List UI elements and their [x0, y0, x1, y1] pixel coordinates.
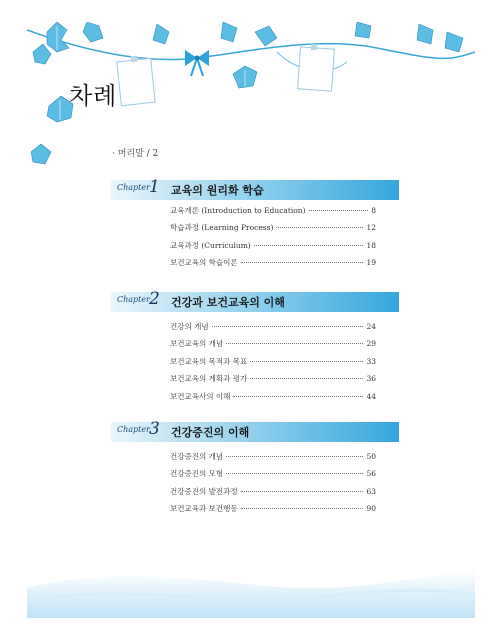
- dot-leader: [226, 473, 363, 474]
- photo-frame-icon: [117, 56, 155, 106]
- toc-entry[interactable]: [170, 205, 376, 222]
- toc-entry-label: 보건교육사의 이해: [170, 391, 231, 401]
- toc-entry-page: 63: [366, 486, 376, 496]
- dot-leader: [250, 361, 363, 362]
- dot-leader: [233, 396, 363, 397]
- toc-entry-page: 56: [366, 469, 376, 479]
- preface-entry: · 머리말 / 2: [112, 149, 159, 159]
- toc-entry[interactable]: [170, 468, 376, 485]
- toc-entry-label: 건강의 개념: [170, 322, 209, 331]
- chapter-script-label: Chapter: [117, 183, 150, 192]
- leaf-icon: [33, 44, 51, 64]
- toc-entry-page: 8: [371, 206, 376, 215]
- ribbon-bow-icon: [185, 50, 209, 76]
- toc-entry-label: 건강증진의 발전과정: [170, 486, 238, 496]
- chapter-number: 3: [149, 419, 160, 439]
- toc-entry[interactable]: [170, 451, 376, 468]
- toc-entry-page: 29: [366, 339, 376, 349]
- leaf-icon: [355, 22, 371, 38]
- leaf-icon: [445, 32, 463, 52]
- dot-leader: [212, 326, 364, 327]
- dot-leader: [226, 456, 363, 457]
- toc-entry-label: 학습과정 (Learning Process): [170, 223, 274, 233]
- toc-entry[interactable]: [170, 373, 376, 390]
- chapter-2-entries: [170, 321, 376, 408]
- chapter-1-entries: [170, 205, 376, 275]
- toc-entry-page: 24: [366, 322, 376, 331]
- page-title: 차례: [69, 82, 118, 110]
- toc-entry-page: 90: [366, 504, 376, 514]
- toc-entry-page: 44: [366, 391, 376, 401]
- toc-entry-label: 보건교육의 목적과 목표: [170, 356, 248, 366]
- chapter-script-label: Chapter: [117, 425, 150, 434]
- dot-leader: [241, 262, 364, 263]
- photo-frame-icon: [298, 44, 335, 91]
- dot-leader: [250, 378, 363, 379]
- toc-entry[interactable]: [170, 222, 376, 239]
- toc-entry[interactable]: [170, 240, 376, 257]
- leaf-icon: [153, 24, 169, 44]
- toc-entry-label: 보건교육의 계획과 평가: [170, 374, 248, 384]
- chapter-script-label: Chapter: [117, 295, 150, 304]
- leaf-icon: [255, 26, 277, 46]
- toc-entry-label: 교육개론 (Introduction to Education): [170, 206, 306, 215]
- toc-entry-page: 50: [366, 452, 376, 461]
- chapter-3-entries: [170, 451, 376, 521]
- dot-leader: [241, 491, 364, 492]
- dot-leader: [309, 210, 369, 211]
- toc-entry[interactable]: [170, 503, 376, 520]
- toc-entry-page: 18: [366, 240, 376, 250]
- chapter-number: 2: [149, 289, 160, 309]
- chapter-1-heading: [111, 177, 399, 200]
- toc-entry-page: 33: [366, 356, 376, 366]
- leaf-icon: [31, 144, 51, 164]
- chapter-2-heading: [111, 289, 399, 312]
- chapter-title: 건강과 보건교육의 이해: [171, 296, 285, 309]
- leaf-icon: [417, 24, 433, 44]
- toc-entry[interactable]: [170, 257, 376, 274]
- toc-entry-label: 보건교육의 학습이론: [170, 258, 238, 268]
- toc-entry-label: 건강증진의 모형: [170, 469, 224, 479]
- toc-entry-page: 19: [366, 258, 376, 268]
- toc-page: [27, 22, 475, 618]
- toc-entry-label: 보건교육의 개념: [170, 339, 224, 349]
- toc-entry[interactable]: [170, 321, 376, 338]
- chapter-title: 건강증진의 이해: [171, 426, 250, 439]
- bottom-wave-decoration: [27, 548, 475, 618]
- leaf-icon: [221, 22, 237, 42]
- toc-entry-label: 건강증진의 개념: [170, 452, 224, 461]
- dot-leader: [254, 245, 364, 246]
- dot-leader: [241, 508, 364, 509]
- chapter-number: 1: [149, 177, 160, 197]
- leaf-icon: [47, 22, 69, 52]
- toc-entry[interactable]: [170, 338, 376, 355]
- toc-entry[interactable]: [170, 486, 376, 503]
- toc-entry-label: 보건교육과 보건행동: [170, 504, 238, 514]
- toc-entry[interactable]: [170, 356, 376, 373]
- chapter-3-heading: [111, 419, 399, 442]
- toc-entry-label: 교육과정 (Curriculum): [170, 240, 251, 250]
- leaf-icon: [83, 22, 103, 42]
- chapter-title: 교육의 원리화 학습: [171, 184, 264, 197]
- dot-leader: [276, 227, 363, 228]
- toc-entry-page: 36: [366, 374, 376, 384]
- dot-leader: [226, 343, 363, 344]
- toc-entry-page: 12: [366, 223, 376, 233]
- toc-entry[interactable]: [170, 391, 376, 408]
